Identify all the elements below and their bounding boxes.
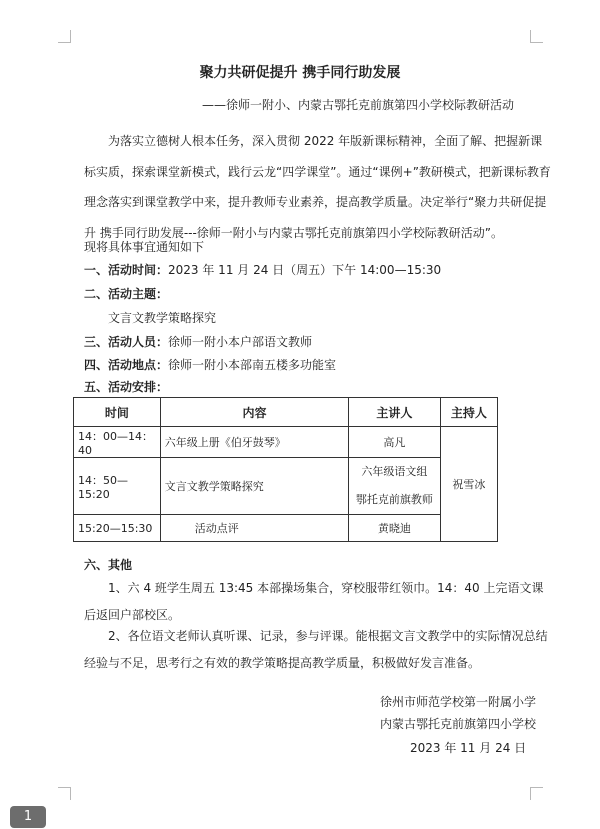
schedule-table: [73, 397, 498, 542]
section-place-heading: 四、活动地点：: [84, 358, 169, 372]
table-row: [74, 458, 498, 515]
schedule-content-cell: 六年级上册《伯牙鼓琴》: [160, 427, 348, 458]
schedule-time-cell: 14：50—15:20: [74, 458, 161, 515]
page-number-badge[interactable]: 1: [10, 806, 46, 828]
schedule-speaker-cell: [349, 458, 441, 515]
schedule-speaker-line1: 六年级语文组: [361, 465, 428, 478]
other-item-1: 1、六 4 班学生周五 13:45 本部操场集合，穿校服带红领巾。14：40 上完语文课后返回户部校区。: [84, 581, 544, 622]
schedule-content-cell: 活动点评: [160, 515, 348, 542]
crop-mark-bottom-right: [530, 787, 543, 800]
schedule-header-speaker: 主讲人: [349, 398, 441, 427]
schedule-header-host: 主持人: [440, 398, 497, 427]
schedule-header-row: [74, 398, 498, 427]
section-theme-value: 文言文教学策略探究: [108, 311, 217, 325]
schedule-content-cell: 文言文教学策略探究: [160, 458, 348, 515]
signature-org2: 内蒙古鄂托克前旗第四小学校: [380, 717, 537, 731]
signature-date: 2023 年 11 月 24 日: [410, 741, 527, 755]
section-people-heading: 三、活动人员：: [84, 335, 169, 349]
other-item-2: 2、各位语文老师认真听课、记录，参与评课。能根据文言文教学中的实际情况总结经验与不足，思考行之有效的教学策略提高教学质量，积极做好发言准备。: [84, 629, 548, 670]
section-other-heading: 六、其他: [84, 558, 133, 572]
section-schedule-heading: 五、活动安排：: [84, 380, 169, 394]
intro-paragraph: 为落实立德树人根本任务，深入贯彻 2022 年版新课标精神，全面了解、把握新课标实质，探索课堂新模式，践行云龙“四学课堂”。通过“课例+”教研模式，把新课标教育理念落实到课堂教学中来，提升教师专业素养，提高教学质量。决定举行“聚力共研促提升 携手同行助发展---徐师一附小与内蒙古鄂托克前旗第四小学校际教研活动”。: [84, 134, 551, 240]
schedule-speaker-line2: 鄂托克前旗教师: [355, 493, 433, 506]
crop-mark-top-left: [58, 30, 71, 43]
section-time: [84, 262, 441, 278]
signature-org1: 徐州市师范学校第一附属小学: [380, 695, 537, 709]
crop-mark-top-right: [530, 30, 543, 43]
document-title: 聚力共研促提升 携手同行助发展: [199, 65, 401, 81]
section-time-heading: 一、活动时间：: [84, 263, 169, 277]
document-subtitle: ——徐师一附小、内蒙古鄂托克前旗第四小学校际教研活动: [202, 98, 515, 112]
schedule-time-cell: 15:20—15:30: [74, 515, 161, 542]
section-place: [84, 357, 336, 373]
table-row: [74, 515, 498, 542]
schedule-time-cell: 14：00—14：40: [74, 427, 161, 458]
table-row: [74, 427, 498, 458]
section-place-value: 徐师一附小本部南五楼多功能室: [168, 358, 337, 372]
section-time-value: 2023 年 11 月 24 日（周五）下午 14:00—15:30: [168, 263, 442, 277]
schedule-speaker-cell: 高凡: [349, 427, 441, 458]
section-people-value: 徐师一附小本户部语文教师: [168, 335, 313, 349]
schedule-host-cell: 祝雪冰: [440, 427, 497, 542]
notice-line: 现将具体事宜通知如下: [84, 240, 205, 254]
crop-mark-bottom-left: [58, 787, 71, 800]
schedule-speaker-cell: 黄晓迪: [349, 515, 441, 542]
schedule-header-content: 内容: [160, 398, 348, 427]
schedule-header-time: 时间: [74, 398, 161, 427]
section-people: [84, 334, 312, 350]
section-theme-heading: 二、活动主题：: [84, 287, 169, 301]
